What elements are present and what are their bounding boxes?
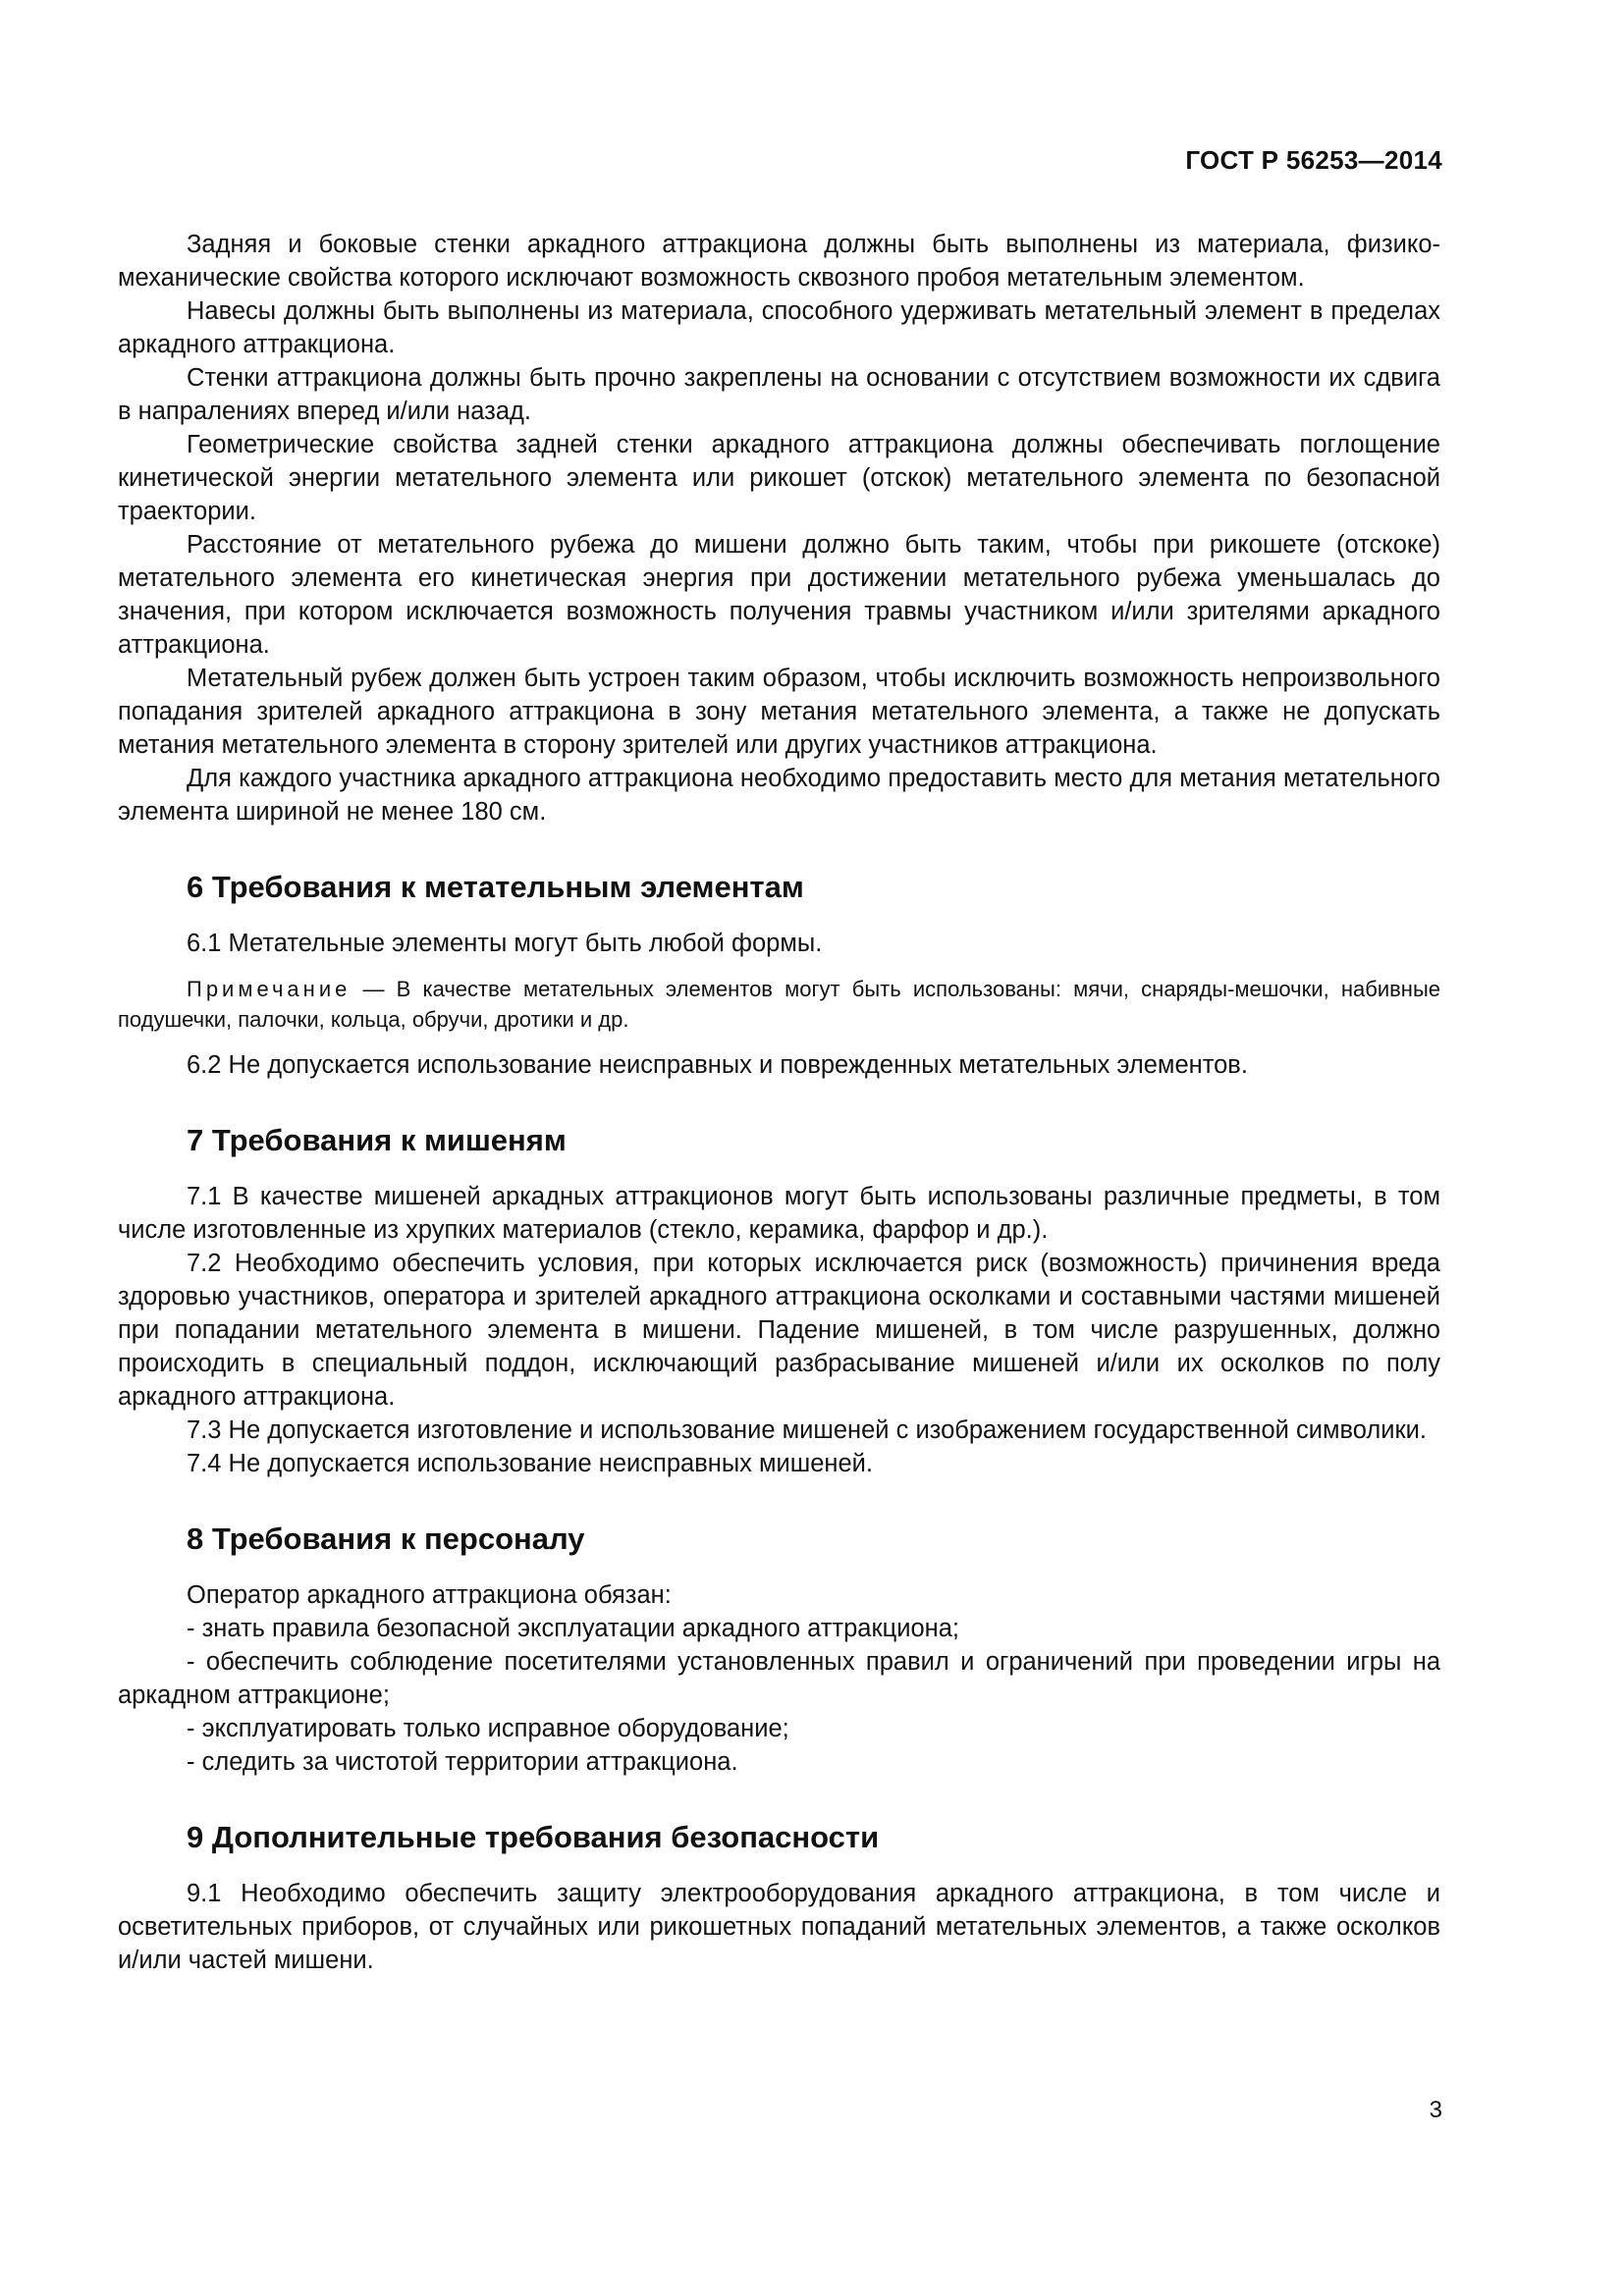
duty-item: - следить за чистотой территории аттракциона. [187, 1748, 738, 1776]
document-body [118, 228, 1440, 1977]
operator-duties-intro: Оператор аркадного аттракциона обязан: [187, 1581, 672, 1609]
duty-item: - обеспечить соблюдение посетителями установленных правил и ограничений при проведении игры на аркадном аттракционе; [118, 1648, 1440, 1709]
page-number: 3 [1429, 2097, 1442, 2123]
clause-7-2: 7.2 Необходимо обеспечить условия, при которых исключается риск (возможность) причинения вреда здоровью участников, оператора и зрителей аркадного аттракциона осколками и составными частями мишеней при попадании метательного элемента в мишени. Падение мишеней, в том числе разрушенных, должно происходить в специальный поддон, исключающий разбрасывание мишеней и/или их осколков по полу аркадного аттракциона. [118, 1250, 1440, 1411]
clause-9-1: 9.1 Необходимо обеспечить защиту электрооборудования аркадного аттракциона, в том числе и осветительных приборов, от случайных или рикошетных попаданий метательных элементов, а также осколков и/или частей мишени. [118, 1880, 1440, 1974]
standard-header: ГОСТ Р 56253—2014 [1185, 145, 1442, 175]
note-text: — В качестве метательных элементов могут быть использованы: мячи, снаряды-мешочки, набивные подушечки, палочки, кольца, обручи, дротики и др. [118, 977, 1440, 1032]
note [118, 974, 1440, 1035]
duty-item: - знать правила безопасной эксплуатации аркадного аттракциона; [187, 1615, 960, 1642]
intro-paragraph: Стенки аттракциона должны быть прочно закреплены на основании с отсутствием возможности их сдвига в напралениях вперед и/или назад. [118, 364, 1440, 425]
section-6-title: 6 Требования к метательным элементам [187, 870, 804, 904]
intro-paragraph: Геометрические свойства задней стенки аркадного аттракциона должны обеспечивать поглощение кинетической энергии метательного элемента или рикошет (отскок) метательного элемента по безопасной траектории. [118, 431, 1440, 525]
clause-6-1: 6.1 Метательные элементы могут быть любой формы. [187, 930, 823, 957]
note-label: Примечание [187, 977, 352, 1001]
section-8-title: 8 Требования к персоналу [187, 1522, 585, 1556]
intro-paragraph: Навесы должны быть выполнены из материала, способного удерживать метательный элемент в пределах аркадного аттракциона. [118, 297, 1440, 358]
section-7-title: 7 Требования к мишеням [187, 1123, 567, 1157]
duty-item: - эксплуатировать только исправное оборудование; [187, 1715, 789, 1742]
clause-7-3: 7.3 Не допускается изготовление и использование мишеней с изображением государственной символики. [187, 1416, 1427, 1444]
intro-paragraph: Расстояние от метательного рубежа до мишени должно быть таким, чтобы при рикошете (отскоке) метательного элемента его кинетическая энергия при достижении метательного рубежа уменьшалась до значения, при котором исключается возможность получения травмы участником и/или зрителями аркадного аттракциона. [118, 531, 1440, 659]
intro-paragraph: Для каждого участника аркадного аттракциона необходимо предоставить место для метания метательного элемента шириной не менее 180 см. [118, 765, 1440, 826]
section-9-title: 9 Дополнительные требования безопасности [187, 1820, 880, 1854]
intro-paragraph: Задняя и боковые стенки аркадного аттракциона должны быть выполнены из материала, физико-механические свойства которого исключают возможность сквозного пробоя метательным элементом. [118, 231, 1440, 292]
clause-7-4: 7.4 Не допускается использование неисправных мишеней. [187, 1450, 874, 1477]
clause-7-1: 7.1 В качестве мишеней аркадных аттракционов могут быть использованы различные предметы, в том числе изготовленные из хрупких материалов (стекло, керамика, фарфор и др.). [118, 1183, 1440, 1244]
clause-6-2: 6.2 Не допускается использование неисправных и поврежденных метательных элементов. [187, 1051, 1248, 1079]
intro-paragraph: Метательный рубеж должен быть устроен таким образом, чтобы исключить возможность непроизвольного попадания зрителей аркадного аттракциона в зону метания метательного элемента, а также не допускать метания метательного элемента в сторону зрителей или других участников аттракциона. [118, 665, 1440, 759]
